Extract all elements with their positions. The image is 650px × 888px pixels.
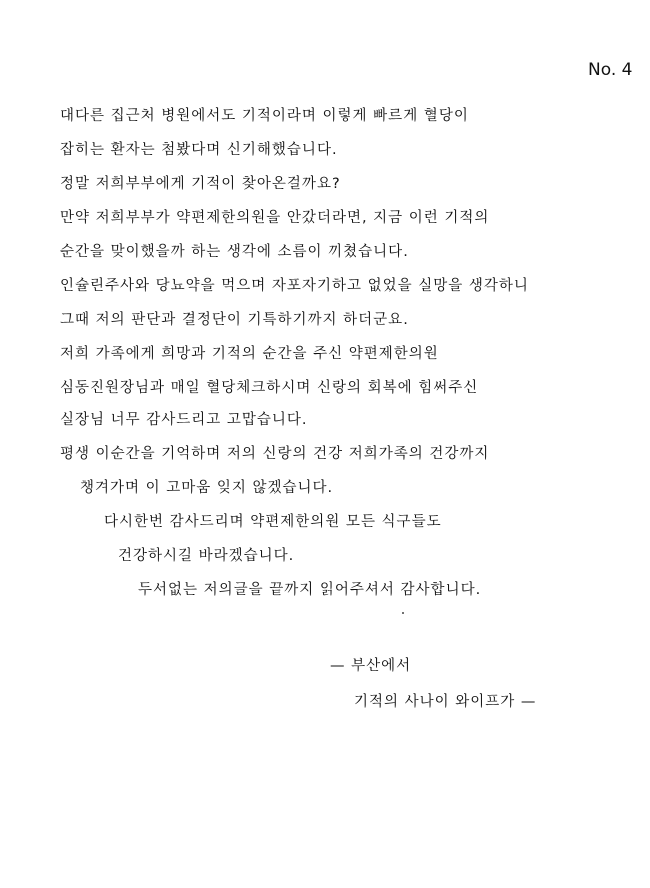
letter-line-3: 정말 저희부부에게 기적이 찾아온걸까요?	[60, 176, 341, 192]
letter-line-9: 심동진원장님과 매일 혈당체크하시며 신랑의 회복에 힘써주신	[60, 380, 479, 396]
letter-line-13: 다시한번 감사드리며 약편제한의원 모든 식구들도	[104, 514, 442, 530]
letter-line-15: 두서없는 저의글을 끝까지 읽어주셔서 감사합니다.	[138, 582, 482, 598]
letter-line-14: 건강하시길 바라겠습니다.	[118, 548, 295, 564]
letter-line-4: 만약 저희부부가 약편제한의원을 안갔더라면, 지금 이런 기적의	[60, 210, 490, 226]
signature-origin: — 부산에서	[330, 658, 412, 674]
letter-line-11: 평생 이순간을 기억하며 저의 신랑의 건강 저희가족의 건강까지	[60, 446, 490, 462]
letter-line-12: 챙겨가며 이 고마움 잊지 않겠습니다.	[80, 480, 334, 496]
letter-line-5: 순간을 맞이했을까 하는 생각에 소름이 끼쳤습니다.	[60, 244, 409, 260]
stray-dot	[402, 612, 404, 614]
letter-line-1: 대다른 집근처 병원에서도 기적이라며 이렇게 빠르게 혈당이	[60, 108, 469, 124]
letter-line-2: 잡히는 환자는 첨봤다며 신기해했습니다.	[60, 142, 338, 158]
letter-line-7: 그때 저의 판단과 결정단이 기특하기까지 하더군요.	[60, 312, 409, 328]
page-number: No. 4	[588, 60, 633, 80]
letter-line-6: 인슐린주사와 당뇨약을 먹으며 자포자기하고 없었을 실망을 생각하니	[60, 278, 529, 294]
letter-line-8: 저희 가족에게 희망과 기적의 순간을 주신 약편제한의원	[60, 346, 439, 362]
letter-line-10: 실장님 너무 감사드리고 고맙습니다.	[60, 412, 308, 428]
signature-name: 기적의 사나이 와이프가 —	[354, 694, 537, 710]
